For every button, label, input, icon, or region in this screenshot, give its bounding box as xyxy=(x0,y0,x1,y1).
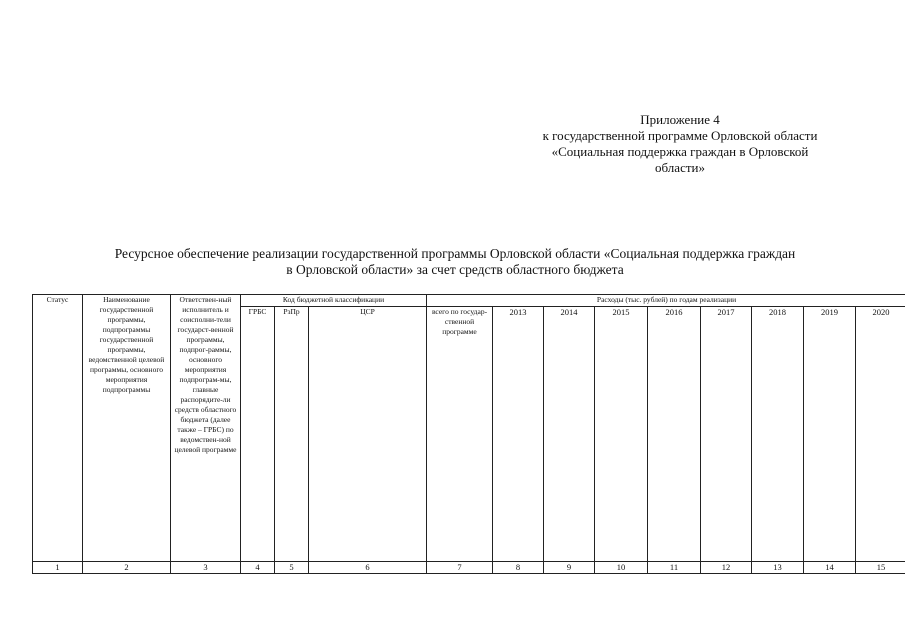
column-number: 12 xyxy=(701,562,752,574)
header-row-1 xyxy=(33,295,905,307)
header-year-2017: 2017 xyxy=(701,307,752,562)
column-number: 6 xyxy=(309,562,427,574)
appendix-line-3: «Социальная поддержка граждан в Орловской xyxy=(551,144,809,159)
column-number: 8 xyxy=(493,562,544,574)
column-number: 7 xyxy=(427,562,493,574)
column-number: 13 xyxy=(752,562,804,574)
header-year-2013: 2013 xyxy=(493,307,544,562)
column-number: 11 xyxy=(648,562,701,574)
column-number: 4 xyxy=(241,562,275,574)
header-grbs: ГРБС xyxy=(241,307,275,562)
title-line-2: в Орловской области» за счет средств областного бюджета xyxy=(286,262,624,277)
appendix-line-2: к государственной программе Орловской области xyxy=(542,128,818,143)
header-year-2014: 2014 xyxy=(544,307,595,562)
header-budget-code: Код бюджетной классификации xyxy=(241,295,427,307)
appendix-line-4: области» xyxy=(655,160,705,175)
resource-table xyxy=(32,294,905,574)
document-title xyxy=(60,246,850,278)
header-responsible: Ответствен-ный исполнитель и соисполни-тели государст-венной программы, подпрог-раммы, основного мероприятия подпрограм-мы, главные распорядите-ли средств областного бюджета (далее также – ГРБС) по ведомствен-ной целевой программе xyxy=(171,295,241,562)
header-rzpr: РзПр xyxy=(275,307,309,562)
column-number: 15 xyxy=(856,562,905,574)
column-number: 3 xyxy=(171,562,241,574)
column-number: 10 xyxy=(595,562,648,574)
header-total: всего по государ-ственной программе xyxy=(427,307,493,562)
column-number: 9 xyxy=(544,562,595,574)
header-year-2019: 2019 xyxy=(804,307,856,562)
header-csr: ЦСР xyxy=(309,307,427,562)
header-status: Статус xyxy=(33,295,83,562)
header-year-2015: 2015 xyxy=(595,307,648,562)
column-number: 1 xyxy=(33,562,83,574)
header-year-2018: 2018 xyxy=(752,307,804,562)
header-year-2016: 2016 xyxy=(648,307,701,562)
appendix-line-1: Приложение 4 xyxy=(640,112,720,127)
title-line-1: Ресурсное обеспечение реализации государственной программы Орловской области «Социальная поддержка граждан xyxy=(114,246,796,261)
appendix-block xyxy=(505,112,855,176)
header-name: Наименование государственной программы, подпрограммы государственной программы, ведомственной целевой программы, основного мероприятия подпрограммы xyxy=(83,295,171,562)
header-year-2020: 2020 xyxy=(856,307,905,562)
column-number-row xyxy=(33,562,905,574)
header-expenses: Расходы (тыс. рублей) по годам реализации xyxy=(427,295,905,307)
column-number: 2 xyxy=(83,562,171,574)
column-number: 5 xyxy=(275,562,309,574)
column-number: 14 xyxy=(804,562,856,574)
